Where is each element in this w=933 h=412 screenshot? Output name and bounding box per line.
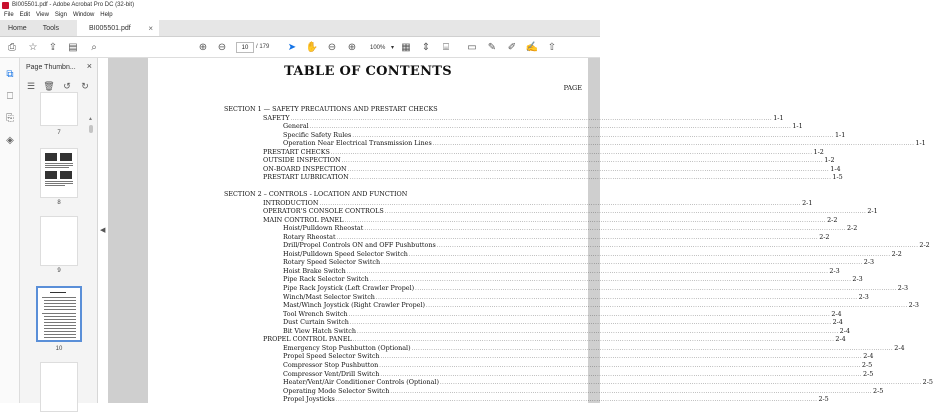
toc-leader-dots: ............................................................................................................................................................................................................................: [357, 328, 839, 335]
create-pdf-icon[interactable]: ⎙: [8, 42, 16, 53]
attachments-icon[interactable]: ⎘: [6, 112, 14, 124]
toc-entry-page: 2-5: [861, 360, 873, 369]
thumbnails-panel-title: Page Thumbn...: [26, 63, 76, 71]
toc-leader-dots: ............................................................................................................................................................................................................................: [381, 260, 863, 267]
toc-entry-page: 2-3: [908, 301, 919, 310]
toc-leader-dots: ............................................................................................................................................................................................................................: [348, 311, 831, 318]
highlight-pen-icon[interactable]: ✎: [487, 42, 497, 53]
thumbnail-page-8[interactable]: [40, 148, 78, 198]
previous-page-icon[interactable]: ⊕: [198, 42, 208, 53]
toc-entry-page: 2-5: [873, 386, 884, 395]
tab-bar: [0, 20, 600, 37]
toc-entry-page: 1-1: [915, 139, 926, 148]
thumbnail-label-9: 9: [57, 268, 61, 274]
toc-section-heading: SECTION 2 – CONTROLS - LOCATION AND FUNCTION: [224, 189, 408, 198]
scrollbar-thumb[interactable]: [89, 125, 93, 133]
toc-entry-page: 2-4: [839, 326, 850, 335]
toc-section-heading: SECTION 1 — SAFETY PRECAUTIONS AND PRESTART CHECKS: [224, 105, 438, 113]
options-menu-icon[interactable]: ☰: [26, 80, 36, 91]
toc-leader-dots: ............................................................................................................................................................................................................................: [380, 371, 863, 378]
toc-entry-page: 1-5: [832, 173, 843, 182]
toc-leader-dots: ............................................................................................................................................................................................................................: [380, 354, 863, 361]
thumbnail-page-11[interactable]: [40, 362, 78, 412]
toc-leader-dots: ............................................................................................................................................................................................................................: [352, 337, 835, 344]
menu-file[interactable]: File: [4, 12, 14, 18]
toc-entry-title: Bit View Hatch Switch: [283, 326, 357, 335]
toc-entry-page: 2-2: [827, 215, 838, 224]
toc-entry-title: Hoist/Pulldown Rheostat: [283, 224, 364, 233]
toc-entry-page: 2-2: [846, 224, 858, 233]
toc-entry-title: PRESTART LUBRICATION: [263, 173, 349, 182]
menu-view[interactable]: View: [36, 12, 49, 18]
toc-entry-title: Winch/Mast Selector Switch: [283, 292, 375, 301]
toc-entry-page: 2-4: [832, 318, 843, 327]
navigation-rail: [0, 58, 20, 403]
close-panel-icon[interactable]: ×: [86, 61, 92, 71]
toc-leader-dots: ............................................................................................................................................................................................................................: [379, 362, 861, 369]
toc-entry-page: 2-3: [858, 292, 869, 301]
toc-leader-dots: ............................................................................................................................................................................................................................: [384, 209, 867, 216]
bookmarks-icon[interactable]: ⎕: [7, 90, 13, 102]
toc-entry-title: Emergency Stop Pushbutton (Optional): [283, 343, 411, 352]
toc-entry-title: Propel Speed Selector Switch: [283, 352, 380, 361]
toc-entry-title: Tool Wrench Switch: [283, 309, 348, 318]
toc-entry-page: 2-1: [802, 198, 813, 207]
toc-leader-dots: ............................................................................................................................................................................................................................: [432, 141, 915, 148]
zoom-value: 100%: [370, 44, 386, 51]
menu-edit[interactable]: Edit: [19, 12, 31, 18]
toc-entry-page: 2-4: [863, 352, 874, 361]
toc-entry-title: OPERATOR'S CONSOLE CONTROLS: [263, 207, 384, 216]
tab-document[interactable]: [77, 20, 159, 36]
rotate-ccw-icon[interactable]: ↺: [63, 80, 71, 91]
toc-entry-page: 2-3: [852, 275, 863, 284]
hand-tool-icon[interactable]: ✋: [305, 42, 319, 53]
toc-entry-title: PROPEL CONTROL PANEL: [263, 335, 352, 344]
toc-entry-title: Operating Mode Selector Switch: [283, 386, 390, 395]
toc-entry-title: Propel Joysticks: [283, 395, 335, 404]
thumbnail-scrollbar[interactable]: [88, 116, 94, 403]
thumbnail-page-9[interactable]: [40, 216, 78, 266]
comment-icon[interactable]: ▭: [467, 42, 477, 53]
toc-leader-dots: ............................................................................................................................................................................................................................: [290, 115, 773, 122]
toc-leader-dots: ............................................................................................................................................................................................................................: [411, 345, 894, 352]
chevron-down-icon: ▾: [390, 45, 394, 51]
tab-document-label: BI005501.pdf: [89, 24, 131, 32]
menu-help[interactable]: Help: [100, 12, 113, 18]
toc-entry-page: 1-4: [830, 164, 841, 173]
next-page-icon[interactable]: ⊖: [217, 42, 227, 53]
toc-entry-title: Compressor Vent/Drill Switch: [283, 369, 380, 378]
toc-entry-page: 2-2: [819, 232, 830, 241]
toc-leader-dots: ............................................................................................................................................................................................................................: [346, 268, 829, 275]
page-total: / 179: [256, 44, 270, 50]
toc-entry-title: General: [283, 122, 309, 131]
select-cursor-icon[interactable]: ➤: [287, 42, 297, 53]
toc-leader-dots: ............................................................................................................................................................................................................................: [349, 320, 832, 327]
toc-entry-page: 1-2: [813, 147, 824, 156]
page-thumbnails-icon[interactable]: ⧉: [6, 68, 14, 80]
toc-entry-page: 2-4: [894, 343, 905, 352]
title-bar: [0, 0, 600, 10]
toc-entry-page: 1-1: [792, 122, 803, 131]
toc-entry-page: 2-3: [897, 284, 909, 292]
toc-entry-title: Hoist Brake Switch: [283, 266, 346, 275]
thumbnails-panel-header: [20, 58, 98, 76]
toc-leader-dots: ............................................................................................................................................................................................................................: [341, 158, 824, 165]
toc-entry-page: 1-1: [834, 130, 846, 139]
toc-leader-dots: ............................................................................................................................................................................................................................: [344, 217, 827, 224]
toc-leader-dots: ............................................................................................................................................................................................................................: [364, 226, 846, 233]
delete-page-icon[interactable]: 🗑: [43, 80, 55, 91]
document-title: TABLE OF CONTENTS: [284, 64, 452, 79]
toc-leader-dots: ............................................................................................................................................................................................................................: [390, 388, 873, 395]
menu-bar: [0, 10, 600, 20]
scroll-mode-icon[interactable]: ⇕: [421, 42, 431, 53]
document-page: [148, 58, 933, 404]
scroll-up-icon[interactable]: ▲: [88, 116, 93, 122]
toc-entry-page: 2-5: [818, 395, 829, 404]
window-title: BI005501.pdf - Adobe Acrobat Pro DC (32-bit): [12, 2, 135, 8]
zoom-dropdown[interactable]: [368, 42, 396, 53]
toc-entry-title: ON-BOARD INSPECTION: [263, 164, 347, 173]
toc-leader-dots: ............................................................................................................................................................................................................................: [415, 286, 897, 292]
toc-leader-dots: ............................................................................................................................................................................................................................: [408, 251, 891, 258]
toc-entry-page: 1-1: [773, 113, 784, 122]
rotate-cw-icon[interactable]: ↻: [81, 80, 89, 91]
zoom-out-icon[interactable]: ⊖: [327, 42, 337, 53]
thumbnail-page-10-selected[interactable]: [36, 286, 82, 342]
tab-tools[interactable]: Tools: [42, 24, 60, 32]
toc-entry-page: 2-2: [891, 249, 902, 258]
toc-leader-dots: ............................................................................................................................................................................................................................: [375, 294, 858, 301]
toc-entry-title: INTRODUCTION: [263, 198, 319, 207]
menu-sign[interactable]: Sign: [54, 12, 67, 18]
toc-leader-dots: ............................................................................................................................................................................................................................: [349, 175, 832, 182]
toc-entry-title: Mast/Winch Joystick (Right Crawler Propel): [283, 301, 425, 310]
toc-entry-page: 2-1: [867, 207, 878, 216]
toc-entry-title: SAFETY: [263, 113, 290, 122]
toc-entry-title: Pipe Rack Selector Switch: [283, 275, 369, 284]
page-thumbnails-panel: [20, 58, 98, 403]
toolbar: [0, 38, 600, 58]
page-layout-icon[interactable]: ▦: [401, 42, 411, 53]
draw-icon[interactable]: ✐: [507, 42, 517, 53]
toc-entry-page: 2-3: [829, 266, 840, 275]
toc-entry[interactable]: [283, 395, 829, 404]
page-number-input[interactable]: 10: [236, 42, 254, 53]
share-icon[interactable]: ⇧: [547, 42, 557, 53]
toc-leader-dots: ............................................................................................................................................................................................................................: [347, 166, 830, 173]
acrobat-app-icon: [2, 2, 9, 9]
search-icon[interactable]: ⌕: [91, 42, 97, 53]
toc-leader-dots: ............................................................................................................................................................................................................................: [369, 277, 852, 284]
toc-entry-title: Pipe Rack Joystick (Left Crawler Propel): [283, 284, 415, 292]
toc-entry-title: Operation Near Electrical Transmission Lines: [283, 139, 432, 148]
toc-entry-title: Drill/Propel Controls ON and OFF Pushbuttons: [283, 241, 436, 250]
toc-leader-dots: ............................................................................................................................................................................................................................: [336, 234, 819, 241]
read-mode-icon[interactable]: ⌸: [443, 42, 449, 53]
thumbnail-label-10: 10: [55, 346, 63, 352]
toc-entry-page: 2-5: [922, 378, 933, 387]
toc-entry-title: OUTSIDE INSPECTION: [263, 156, 341, 165]
toc-leader-dots: ............................................................................................................................................................................................................................: [309, 124, 792, 131]
collapse-panel-icon[interactable]: ◀: [100, 227, 106, 234]
toc-entry-title: MAIN CONTROL PANEL: [263, 215, 344, 224]
thumbnail-label-8: 8: [57, 200, 61, 206]
toc-leader-dots: ............................................................................................................................................................................................................................: [319, 200, 802, 207]
toc-entry-title: Compressor Stop Pushbutton: [283, 360, 379, 369]
toc-leader-dots: ............................................................................................................................................................................................................................: [439, 380, 922, 387]
toc-leader-dots: ............................................................................................................................................................................................................................: [426, 303, 908, 310]
layers-icon[interactable]: ◈: [6, 134, 14, 146]
zoom-in-icon[interactable]: ⊕: [347, 42, 357, 53]
toc-entry-title: Specific Safety Rules: [283, 130, 352, 139]
print-icon[interactable]: ▤: [68, 42, 78, 53]
toc-entry-title: Dust Curtain Switch: [283, 318, 349, 327]
thumbnail-label-7: 7: [57, 130, 61, 136]
toc-entry-title: PRESTART CHECKS: [263, 147, 330, 156]
thumbnail-list: [20, 96, 86, 403]
toc-entry-title: Rotary Rheostat: [283, 232, 336, 241]
close-tab-icon[interactable]: ×: [148, 23, 154, 33]
bookmark-star-icon[interactable]: ☆: [28, 42, 38, 53]
toc-entry-title: Heater/Vent/Air Conditioner Controls (Optional): [283, 378, 439, 387]
page-column-header: PAGE: [563, 84, 582, 92]
toc-entry-page: 2-5: [863, 369, 874, 378]
toc-entry-page: 2-4: [835, 335, 846, 344]
toc-leader-dots: ............................................................................................................................................................................................................................: [352, 132, 834, 139]
sign-icon[interactable]: ✍: [525, 42, 539, 53]
toc-entry[interactable]: [263, 173, 843, 182]
toc-entry-title: Hoist/Pulldown Speed Selector Switch: [283, 249, 408, 258]
tab-home[interactable]: Home: [8, 24, 27, 32]
toc-entry-title: Rotary Speed Selector Switch: [283, 258, 381, 267]
upload-icon[interactable]: ⇪: [48, 42, 58, 53]
toc-leader-dots: ............................................................................................................................................................................................................................: [436, 243, 919, 250]
thumbnail-page-7[interactable]: [40, 92, 78, 126]
toc-entry-page: 2-2: [919, 241, 930, 250]
toc-entry-page: 2-3: [863, 258, 875, 267]
toc-entry-page: 1-2: [824, 156, 835, 165]
toc-leader-dots: ............................................................................................................................................................................................................................: [335, 397, 818, 404]
menu-window[interactable]: Window: [72, 12, 95, 18]
document-viewer[interactable]: [108, 58, 933, 404]
toc-entry-page: 2-4: [831, 309, 842, 318]
toc-leader-dots: ............................................................................................................................................................................................................................: [330, 149, 813, 156]
